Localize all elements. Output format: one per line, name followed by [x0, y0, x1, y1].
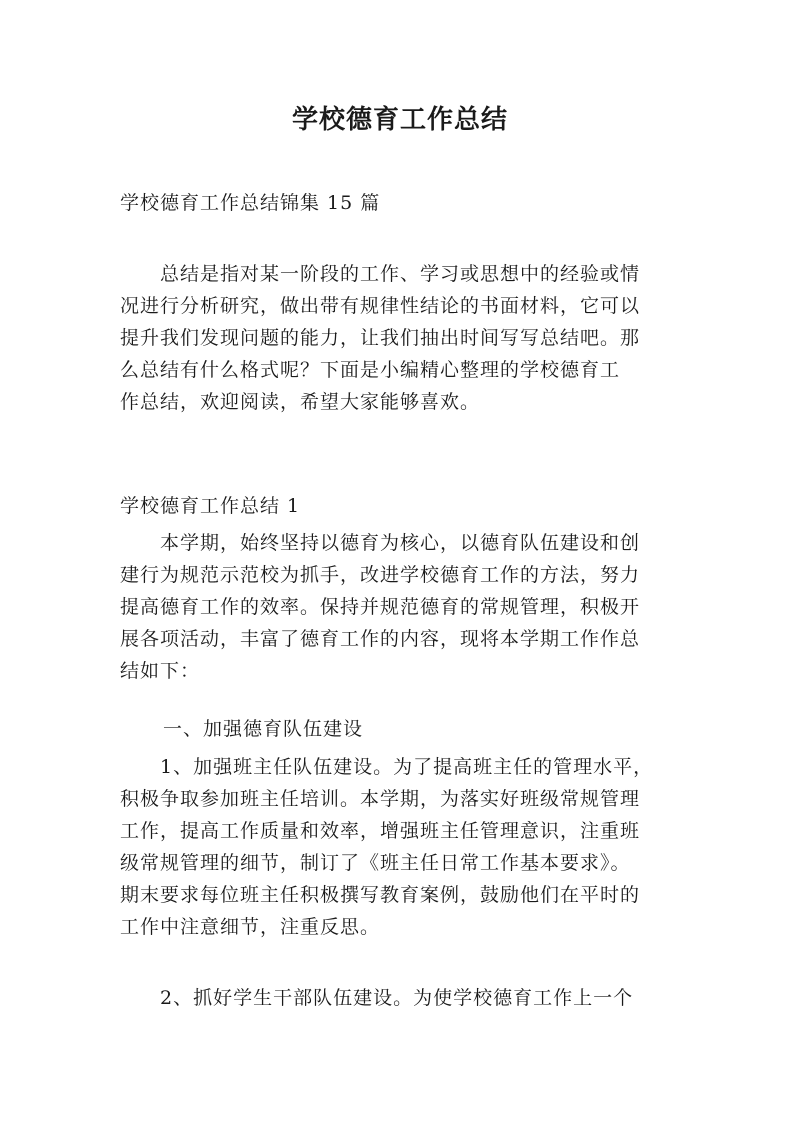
intro-paragraph [120, 258, 686, 418]
intro-line: 提升我们发现问题的能力，让我们抽出时间写写总结吧。那 [120, 327, 641, 349]
document-subtitle: 学校德育工作总结锦集 15 篇 [120, 192, 381, 214]
section1-paragraph [120, 527, 686, 687]
document-title: 学校德育工作总结 [291, 105, 508, 135]
section1-line: 提高德育工作的效率。保持并规范德育的常规管理，积极开 [120, 596, 641, 618]
list-heading: 一、加强德育队伍建设 [163, 718, 364, 740]
section1-line: 本学期，始终坚持以德育为核心，以德育队伍建设和创 [120, 532, 641, 554]
intro-line: 么总结有什么格式呢？下面是小编精心整理的学校德育工 [120, 359, 621, 381]
item1-line: 级常规管理的细节，制订了《班主任日常工作基本要求》。 [120, 852, 631, 874]
section-heading: 学校德育工作总结 1 [120, 495, 301, 517]
section1-line: 结如下： [120, 660, 201, 682]
intro-line: 况进行分析研究，做出带有规律性结论的书面材料，它可以 [120, 295, 641, 317]
item1-line: 1、加强班主任队伍建设。为了提高班主任的管理水平， [120, 756, 654, 778]
section1-line: 展各项活动，丰富了德育工作的内容，现将本学期工作作总 [120, 628, 641, 650]
item1-paragraph [120, 751, 686, 943]
intro-line: 作总结，欢迎阅读，希望大家能够喜欢。 [120, 391, 481, 413]
intro-line: 总结是指对某一阶段的工作、学习或思想中的经验或情 [120, 263, 641, 285]
item2-paragraph [120, 982, 686, 1014]
item2-line: 2、抓好学生干部队伍建设。为使学校德育工作上一个 [120, 987, 634, 1009]
item1-line: 期末要求每位班主任积极撰写教育案例，鼓励他们在平时的 [120, 884, 641, 906]
item1-line: 工作，提高工作质量和效率，增强班主任管理意识，注重班 [120, 820, 641, 842]
item1-line: 积极争取参加班主任培训。本学期，为落实好班级常规管理 [120, 788, 641, 810]
section1-line: 建行为规范示范校为抓手，改进学校德育工作的方法，努力 [120, 564, 641, 586]
item1-line: 工作中注意细节，注重反思。 [120, 916, 381, 938]
